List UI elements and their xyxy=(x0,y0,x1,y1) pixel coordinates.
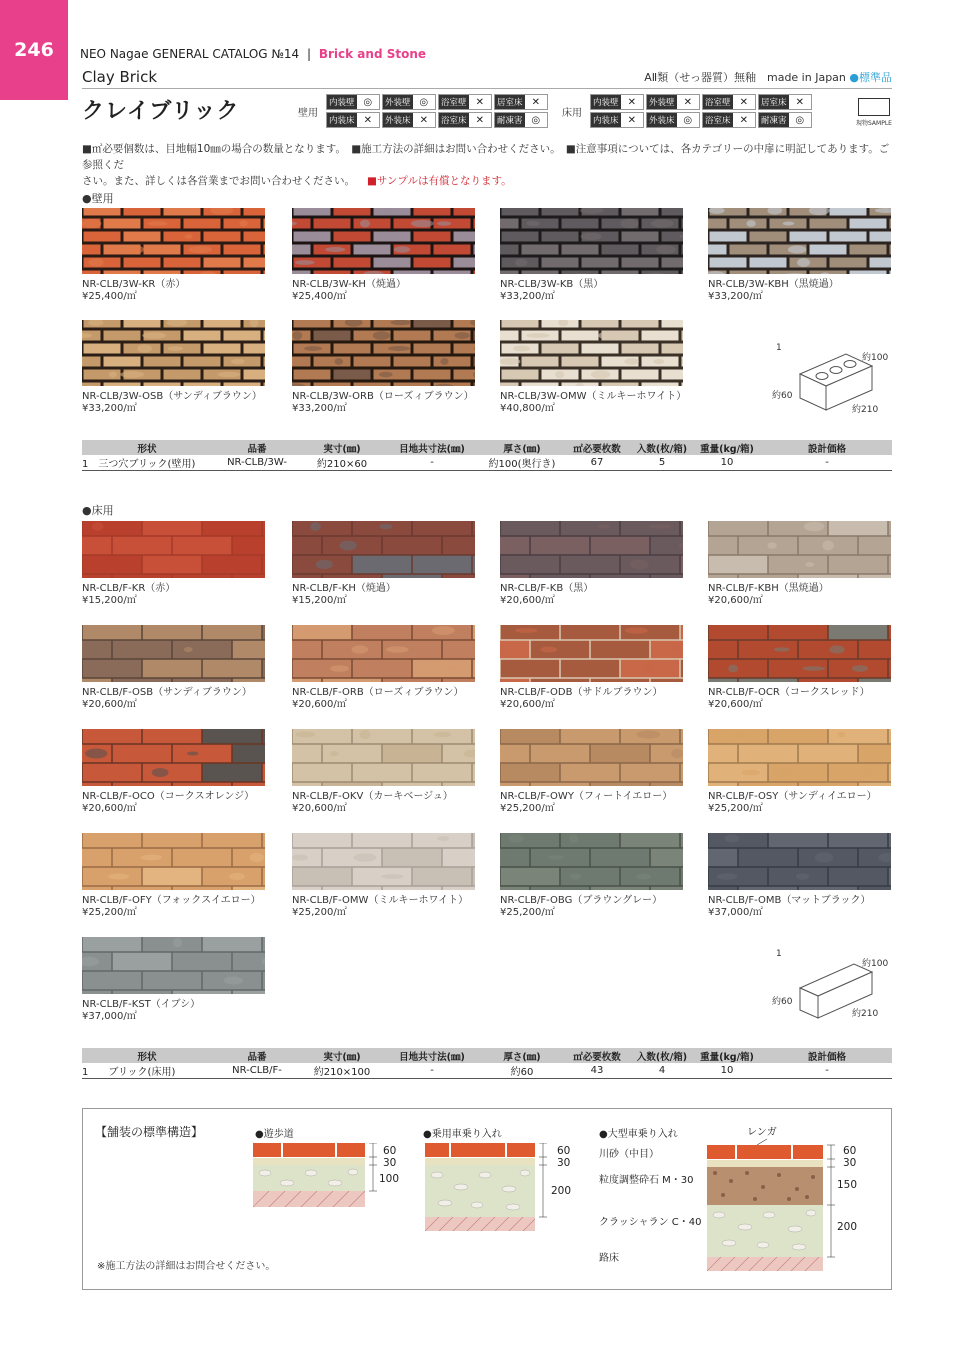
brick-swatch-frame xyxy=(500,833,683,890)
floor-product-tile xyxy=(500,625,683,711)
floor-dim-length: 約210 xyxy=(852,1009,879,1019)
truck-sand-label: 川砂（中目） xyxy=(599,1149,659,1160)
brick-swatch-frame xyxy=(708,729,891,786)
wall-dim-width: 約100 xyxy=(862,353,889,363)
brick-swatch-frame xyxy=(82,208,265,274)
product-code: NR-CLB/F-KBH（黒焼過） xyxy=(708,583,829,594)
usage-cell-label: 外装床 xyxy=(383,113,413,127)
wall-product-tile xyxy=(500,208,683,303)
floor-section-label: ●床用 xyxy=(82,504,114,517)
product-price: ¥25,200/㎡ xyxy=(708,803,763,814)
product-code: NR-CLB/3W-KB（黒） xyxy=(500,279,604,290)
table-cell: - xyxy=(382,1063,482,1079)
table-header-cell: 重量(kg/箱) xyxy=(692,1048,762,1063)
table-cell: 67 xyxy=(562,455,632,471)
unsuitable-icon: ✕ xyxy=(795,96,804,108)
brick-swatch xyxy=(708,625,891,682)
suitable-icon: ◎ xyxy=(683,114,693,126)
usage-cell xyxy=(702,112,756,128)
truck-subgrade-label: 路床 xyxy=(599,1253,619,1264)
brick-swatch-frame xyxy=(500,729,683,786)
floor-product-tile xyxy=(82,833,265,919)
brick-swatch xyxy=(292,521,475,578)
table-cell: 約100(奥行き) xyxy=(482,455,562,471)
paving-note: ※施工方法の詳細はお問合せください。 xyxy=(97,1261,276,1272)
usage-cell-label: 内装床 xyxy=(327,113,357,127)
product-code: NR-CLB/F-OSB（サンディブラウン） xyxy=(82,687,252,698)
wall-spec-table xyxy=(82,440,892,471)
floor-brick-diagram xyxy=(770,946,890,1026)
table-header-cell: ㎡必要枚数 xyxy=(562,440,632,455)
usage-cell xyxy=(494,94,548,110)
paving-structure-panel xyxy=(82,1108,892,1290)
brick-swatch xyxy=(708,729,891,786)
table-cell: 1 ブリック(床用) xyxy=(82,1063,212,1079)
wall-usage-label: 壁用 xyxy=(298,107,318,119)
product-price: ¥25,200/㎡ xyxy=(500,907,555,918)
floor-usage-label: 床用 xyxy=(562,107,582,119)
table-cell: - xyxy=(762,1063,892,1079)
table-header-cell: 設計価格 xyxy=(762,1048,892,1063)
product-code: NR-CLB/3W-KBH（黒焼過） xyxy=(708,279,839,290)
brick-swatch-frame xyxy=(82,521,265,578)
truck-depth-3: 150 xyxy=(837,1179,858,1191)
table-header-cell: 実寸(㎜) xyxy=(302,1048,382,1063)
product-price: ¥25,200/㎡ xyxy=(500,803,555,814)
page-title: クレイブリック xyxy=(82,99,240,124)
product-price: ¥20,600/㎡ xyxy=(82,803,137,814)
brick-swatch-frame xyxy=(292,521,475,578)
brick-swatch-frame xyxy=(292,833,475,890)
table-cell: NR-CLB/3W- xyxy=(212,455,302,471)
floor-dim-height: 約60 xyxy=(772,997,793,1007)
notes xyxy=(82,141,894,189)
paving-title: 【舗装の標準構造】 xyxy=(95,1125,204,1139)
floor-product-tile xyxy=(292,625,475,711)
usage-cell-label: 浴室壁 xyxy=(439,95,469,109)
unsuitable-icon: ✕ xyxy=(683,96,692,108)
paving-truck-label: ●大型車乗り入れ xyxy=(599,1129,678,1140)
wall-table-header xyxy=(82,440,892,455)
product-price: ¥25,400/㎡ xyxy=(82,291,137,302)
title-english: Clay Brick xyxy=(82,68,158,86)
brick-swatch-frame xyxy=(708,521,891,578)
table-cell: 10 xyxy=(692,455,762,471)
table-cell: 10 xyxy=(692,1063,762,1079)
product-code: NR-CLB/3W-KR（赤） xyxy=(82,279,186,290)
brick-swatch xyxy=(292,625,475,682)
product-code: NR-CLB/F-KST（イブシ） xyxy=(82,999,201,1010)
truck-depth-4: 200 xyxy=(837,1221,858,1233)
product-code: NR-CLB/F-KB（黒） xyxy=(500,583,594,594)
brick-swatch xyxy=(82,833,265,890)
product-price: ¥25,400/㎡ xyxy=(292,291,347,302)
brick-swatch-frame xyxy=(500,320,683,386)
wall-product-tile xyxy=(292,320,475,415)
usage-cell-label: 外装床 xyxy=(647,113,677,127)
table-header-cell: 設計価格 xyxy=(762,440,892,455)
product-code: NR-CLB/3W-OSB（サンディブラウン） xyxy=(82,391,262,402)
wall-dim-length: 約210 xyxy=(852,405,879,415)
walkway-depth-1: 60 xyxy=(383,1145,397,1157)
floor-product-tile xyxy=(82,937,265,1023)
truck-brick-label: レンガ xyxy=(747,1127,777,1138)
unsuitable-icon: ✕ xyxy=(475,96,484,108)
suitable-icon: ◎ xyxy=(419,96,429,108)
usage-cell xyxy=(382,94,436,110)
truck-depth-1: 60 xyxy=(843,1145,857,1157)
product-code: NR-CLB/3W-ORB（ローズィブラウン） xyxy=(292,391,474,402)
brick-swatch xyxy=(82,320,265,386)
brick-swatch-frame xyxy=(708,208,891,274)
brick-swatch xyxy=(82,729,265,786)
usage-cell-label: 浴室壁 xyxy=(703,95,733,109)
unsuitable-icon: ✕ xyxy=(531,96,540,108)
product-price: ¥25,200/㎡ xyxy=(82,907,137,918)
brick-swatch xyxy=(500,625,683,682)
truck-depth-2: 30 xyxy=(843,1157,857,1169)
floor-product-tile xyxy=(708,729,891,815)
product-code: NR-CLB/F-OCR（コークスレッド） xyxy=(708,687,870,698)
brick-swatch-frame xyxy=(82,729,265,786)
usage-cell-label: 内装床 xyxy=(591,113,621,127)
notes-sample-paid: ■サンプルは有償となります。 xyxy=(367,175,512,187)
product-code: NR-CLB/F-ODB（サドルブラウン） xyxy=(500,687,663,698)
standard-dot-icon: ● xyxy=(849,71,859,84)
usage-cell-label: 内装壁 xyxy=(591,95,621,109)
product-price: ¥15,200/㎡ xyxy=(82,595,137,606)
table-header-cell: ㎡必要枚数 xyxy=(562,1048,632,1063)
notes-line-1: ■㎡必要個数は、目地幅10㎜の場合の数量となります。 ■施工方法の詳細はお問い合わせください。 ■注意事項については、各カテゴリーの中扉に明記してあります。ご参照くだ xyxy=(82,143,890,171)
brick-swatch xyxy=(292,729,475,786)
usage-cell-label: 耐凍害 xyxy=(495,113,525,127)
usage-cell-label: 浴室床 xyxy=(439,113,469,127)
classification-text: AⅡ類（せっ器質）無釉 made in Japan xyxy=(644,71,846,84)
table-cell: - xyxy=(382,455,482,471)
product-code: NR-CLB/F-OMW（ミルキーホワイト） xyxy=(292,895,469,906)
brick-swatch-frame xyxy=(82,625,265,682)
product-price: ¥20,600/㎡ xyxy=(292,803,347,814)
brick-swatch xyxy=(292,320,475,386)
brick-swatch xyxy=(292,833,475,890)
car-depth-2: 30 xyxy=(557,1157,571,1169)
usage-cell-label: 内装壁 xyxy=(327,95,357,109)
floor-product-tile xyxy=(500,521,683,607)
brick-swatch-frame xyxy=(82,937,265,994)
unsuitable-icon: ✕ xyxy=(739,96,748,108)
brick-swatch xyxy=(708,208,891,274)
unsuitable-icon: ✕ xyxy=(627,114,636,126)
product-code: NR-CLB/F-KH（焼過） xyxy=(292,583,396,594)
usage-cell xyxy=(438,94,492,110)
suitable-icon: ◎ xyxy=(795,114,805,126)
header-separator: | xyxy=(306,47,312,61)
wall-product-tile xyxy=(82,208,265,303)
product-price: ¥20,600/㎡ xyxy=(708,699,763,710)
brick-swatch xyxy=(82,208,265,274)
product-price: ¥33,200/㎡ xyxy=(500,291,555,302)
brick-swatch-frame xyxy=(292,320,475,386)
brick-swatch-frame xyxy=(708,625,891,682)
floor-product-tile xyxy=(82,625,265,711)
floor-product-tile xyxy=(708,833,891,919)
floor-product-tile xyxy=(708,521,891,607)
table-header-cell: 品番 xyxy=(212,1048,302,1063)
brick-swatch-frame xyxy=(292,208,475,274)
product-code: NR-CLB/F-OMB（マットブラック） xyxy=(708,895,871,906)
table-header-cell: 入数(枚/箱) xyxy=(632,440,692,455)
paving-car-label: ●乗用車乗り入れ xyxy=(423,1129,502,1140)
brick-swatch xyxy=(82,521,265,578)
usage-cell xyxy=(326,94,380,110)
paving-walkway-label: ●遊歩道 xyxy=(255,1129,294,1140)
classification xyxy=(644,69,892,85)
product-price: ¥20,600/㎡ xyxy=(708,595,763,606)
brick-swatch xyxy=(500,521,683,578)
unsuitable-icon: ✕ xyxy=(627,96,636,108)
brick-swatch-frame xyxy=(82,833,265,890)
floor-product-tile xyxy=(82,521,265,607)
brick-swatch xyxy=(500,208,683,274)
table-cell: 約60 xyxy=(482,1063,562,1079)
table-header-cell: 実寸(㎜) xyxy=(302,440,382,455)
unsuitable-icon: ✕ xyxy=(739,114,748,126)
floor-product-tile xyxy=(82,729,265,815)
brick-swatch xyxy=(708,833,891,890)
usage-cell xyxy=(590,94,644,110)
table-cell: 43 xyxy=(562,1063,632,1079)
wall-usage xyxy=(298,94,548,128)
table-header-cell: 入数(枚/箱) xyxy=(632,1048,692,1063)
floor-product-tile xyxy=(292,729,475,815)
usage-cell xyxy=(646,112,700,128)
header-rule xyxy=(82,88,892,89)
product-code: NR-CLB/F-OCO（コークスオレンジ） xyxy=(82,791,255,802)
unsuitable-icon: ✕ xyxy=(363,114,372,126)
usage-cell-label: 外装壁 xyxy=(647,95,677,109)
table-header-cell: 形状 xyxy=(82,440,212,455)
floor-usage xyxy=(562,94,812,128)
product-price: ¥15,200/㎡ xyxy=(292,595,347,606)
floor-product-tile xyxy=(708,625,891,711)
table-header-cell: 目地共寸法(㎜) xyxy=(382,440,482,455)
suitable-icon: ◎ xyxy=(531,114,541,126)
usage-cell-label: 外装壁 xyxy=(383,95,413,109)
floor-brick-number: 1 xyxy=(776,949,782,959)
usage-cell xyxy=(382,112,436,128)
unsuitable-icon: ✕ xyxy=(475,114,484,126)
product-code: NR-CLB/F-OSY（サンディイエロー） xyxy=(708,791,877,802)
product-price: ¥33,200/㎡ xyxy=(708,291,763,302)
floor-product-tile xyxy=(500,729,683,815)
notes-contact: さい。また、詳しくは各営業までお問い合わせください。 xyxy=(82,175,355,187)
brick-swatch-frame xyxy=(708,833,891,890)
category-name: Brick and Stone xyxy=(318,47,427,61)
usage-cell-label: 居室床 xyxy=(759,95,789,109)
wall-product-tile xyxy=(708,208,891,303)
product-code: NR-CLB/3W-OMW（ミルキーホワイト） xyxy=(500,391,687,402)
car-depth-1: 60 xyxy=(557,1145,571,1157)
brick-swatch xyxy=(82,937,265,994)
catalog-name: NEO Nagae GENERAL CATALOG №14 xyxy=(80,47,300,61)
walkway-depth-2: 30 xyxy=(383,1157,397,1169)
suitable-icon: ◎ xyxy=(363,96,373,108)
product-price: ¥40,800/㎡ xyxy=(500,403,555,414)
truck-crusher-label: クラッシャラン C・40 xyxy=(599,1217,702,1228)
product-code: NR-CLB/F-OFY（フォックスイエロー） xyxy=(82,895,261,906)
wall-section-label: ●壁用 xyxy=(82,192,114,205)
table-header-cell: 品番 xyxy=(212,440,302,455)
wall-product-tile xyxy=(82,320,265,415)
product-price: ¥25,200/㎡ xyxy=(292,907,347,918)
brick-swatch-frame xyxy=(500,625,683,682)
product-code: NR-CLB/F-KR（赤） xyxy=(82,583,176,594)
floor-product-tile xyxy=(500,833,683,919)
usage-cell xyxy=(590,112,644,128)
floor-table-header xyxy=(82,1048,892,1063)
unsuitable-icon: ✕ xyxy=(419,114,428,126)
table-header-cell: 形状 xyxy=(82,1048,212,1063)
brick-swatch-frame xyxy=(500,521,683,578)
floor-product-tile xyxy=(292,833,475,919)
wall-product-tile xyxy=(292,208,475,303)
usage-cell-label: 耐凍害 xyxy=(759,113,789,127)
usage-cell xyxy=(494,112,548,128)
catalog-header xyxy=(80,47,426,61)
walkway-depth-3: 100 xyxy=(379,1173,400,1185)
wall-dim-height: 約60 xyxy=(772,391,793,401)
table-cell: 約210×60 xyxy=(302,455,382,471)
wall-usage-grid xyxy=(326,94,548,128)
standard-label: 標準品 xyxy=(859,71,892,84)
brick-swatch xyxy=(500,729,683,786)
usage-cell xyxy=(326,112,380,128)
brick-swatch xyxy=(500,320,683,386)
table-cell: 5 xyxy=(632,455,692,471)
wall-product-tile xyxy=(500,320,687,415)
table-row xyxy=(82,1063,892,1079)
product-price: ¥20,600/㎡ xyxy=(292,699,347,710)
product-price: ¥20,600/㎡ xyxy=(500,595,555,606)
brick-swatch-frame xyxy=(292,625,475,682)
product-price: ¥37,000/㎡ xyxy=(82,1011,137,1022)
product-code: NR-CLB/F-ORB（ローズィブラウン） xyxy=(292,687,464,698)
table-cell: 4 xyxy=(632,1063,692,1079)
table-cell: NR-CLB/F- xyxy=(212,1063,302,1079)
product-price: ¥20,600/㎡ xyxy=(82,699,137,710)
brick-swatch-frame xyxy=(82,320,265,386)
sample-icon xyxy=(858,98,890,116)
table-cell: 約210×100 xyxy=(302,1063,382,1079)
product-code: NR-CLB/F-OBG（ブラウングレー） xyxy=(500,895,663,906)
brick-swatch-frame xyxy=(500,208,683,274)
table-cell: - xyxy=(762,455,892,471)
brick-swatch-frame xyxy=(292,729,475,786)
brick-swatch xyxy=(82,625,265,682)
floor-dim-width: 約100 xyxy=(862,959,889,969)
floor-usage-grid xyxy=(590,94,812,128)
notes-line-2 xyxy=(82,173,894,189)
wall-brick-number: 1 xyxy=(776,343,782,353)
truck-gravel-label: 粒度調整砕石 M・30 xyxy=(599,1175,694,1186)
brick-swatch xyxy=(708,521,891,578)
product-code: NR-CLB/3W-KH（焼過） xyxy=(292,279,406,290)
product-code: NR-CLB/F-OWY（フィートイエロー） xyxy=(500,791,673,802)
brick-swatch xyxy=(292,208,475,274)
floor-product-tile xyxy=(292,521,475,607)
product-price: ¥33,200/㎡ xyxy=(82,403,137,414)
table-header-cell: 目地共寸法(㎜) xyxy=(382,1048,482,1063)
page-number: 246 xyxy=(0,0,68,100)
usage-cell xyxy=(438,112,492,128)
table-cell: 1 三つ穴ブリック(壁用) xyxy=(82,455,212,471)
table-header-cell: 厚さ(㎜) xyxy=(482,1048,562,1063)
product-price: ¥20,600/㎡ xyxy=(500,699,555,710)
table-header-cell: 厚さ(㎜) xyxy=(482,440,562,455)
wall-brick-diagram xyxy=(770,340,890,420)
floor-spec-table xyxy=(82,1048,892,1079)
product-price: ¥33,200/㎡ xyxy=(292,403,347,414)
brick-swatch xyxy=(500,833,683,890)
table-header-cell: 重量(kg/箱) xyxy=(692,440,762,455)
sample-label: 現物SAMPLE xyxy=(856,120,892,127)
usage-cell-label: 浴室床 xyxy=(703,113,733,127)
table-row xyxy=(82,455,892,471)
usage-cell xyxy=(758,112,812,128)
product-price: ¥37,000/㎡ xyxy=(708,907,763,918)
car-depth-3: 200 xyxy=(551,1185,572,1197)
product-code: NR-CLB/F-OKV（カーキベージュ） xyxy=(292,791,453,802)
usage-cell xyxy=(646,94,700,110)
usage-cell xyxy=(758,94,812,110)
usage-cell-label: 居室床 xyxy=(495,95,525,109)
usage-cell xyxy=(702,94,756,110)
